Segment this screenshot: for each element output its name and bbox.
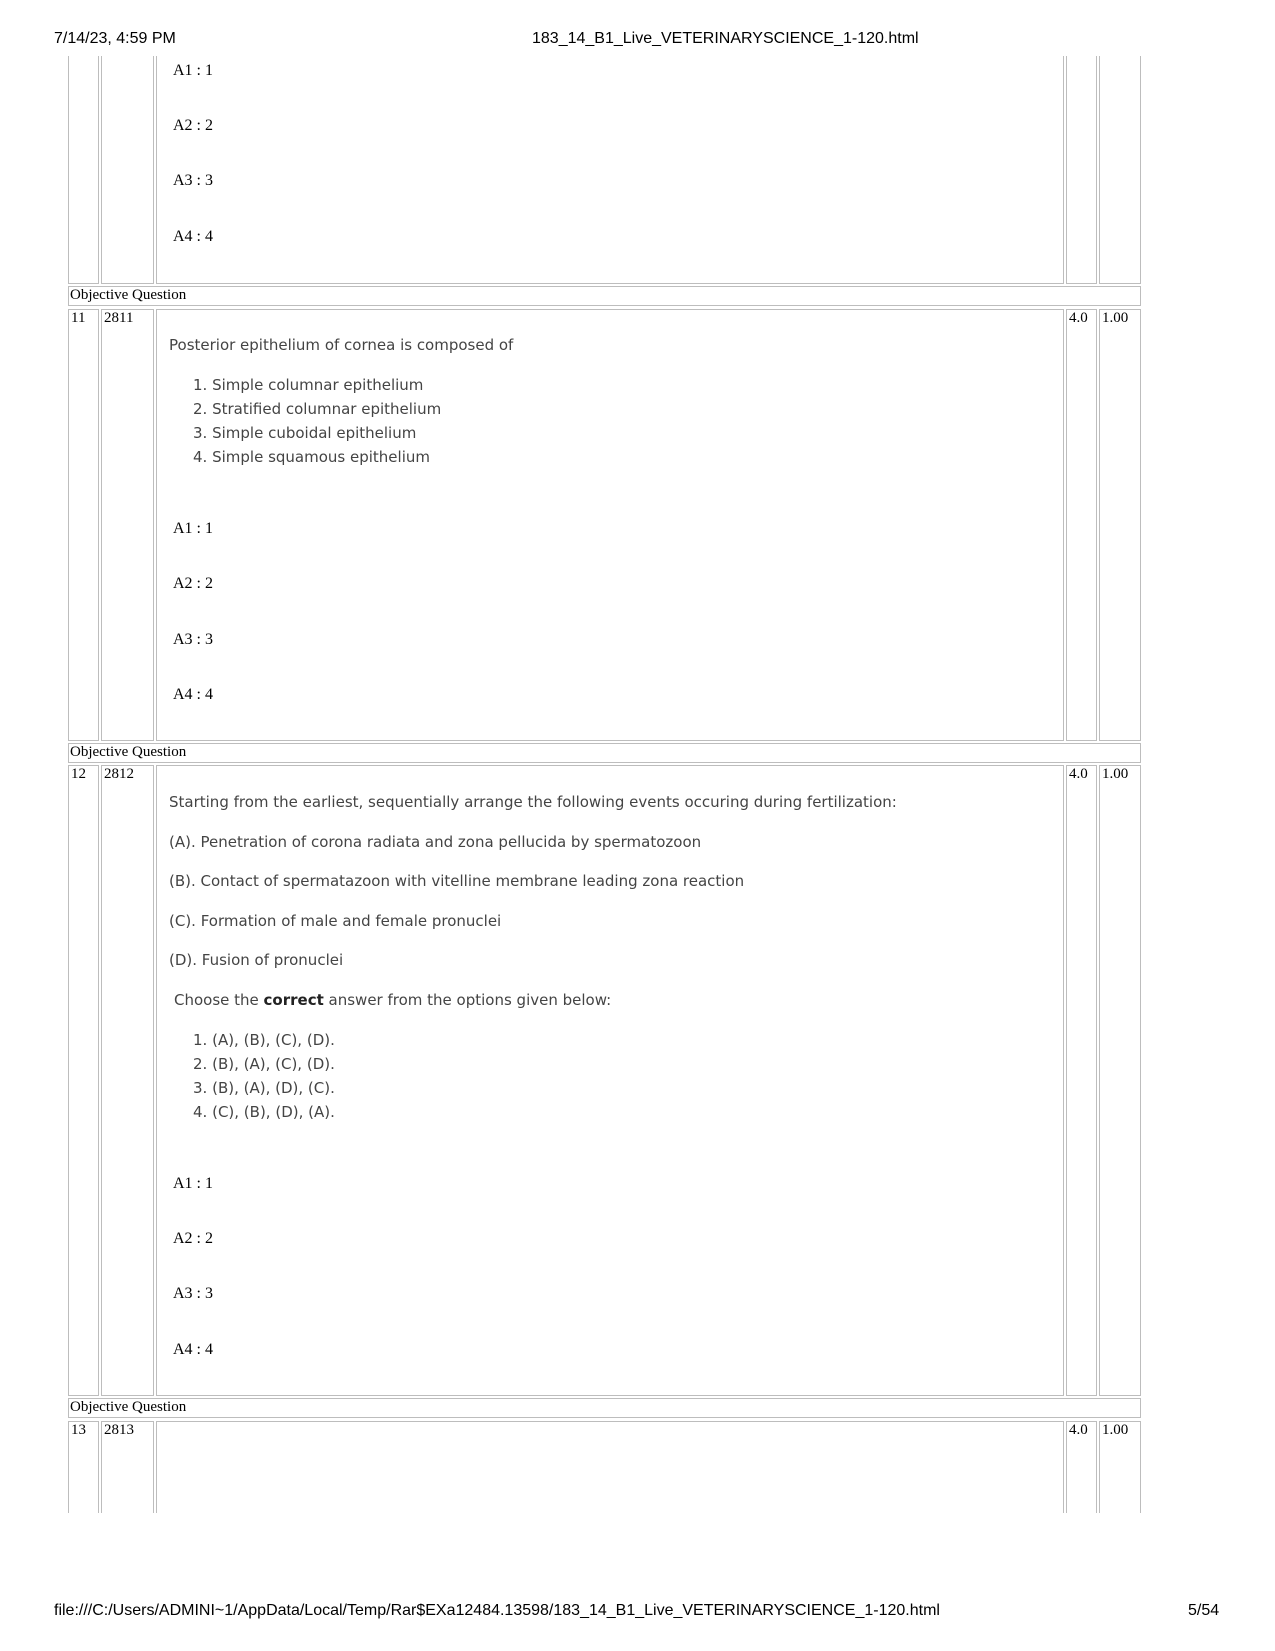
question-text: Posterior epithelium of cornea is composed of (169, 336, 514, 354)
answer-option: A4 : 4 (173, 228, 213, 245)
statement-c: (C). Formation of male and female pronuclei (169, 912, 502, 930)
answer-option: A3 : 3 (173, 172, 213, 189)
marks-cell (1066, 765, 1097, 1396)
answer-option: A1 : 1 (173, 62, 213, 79)
question-cell (156, 56, 1064, 284)
statement-a: (A). Penetration of corona radiata and zona pellucida by spermatozoon (169, 833, 702, 851)
answer-option: A1 : 1 (173, 520, 213, 537)
marks-cell (1066, 56, 1097, 284)
section-label-row (68, 286, 1141, 306)
id-cell (101, 1421, 154, 1513)
serial-number: 11 (71, 310, 86, 326)
serial-cell (68, 765, 99, 1396)
negative-marks-value: 1.00 (1102, 310, 1129, 326)
answer-option: A2 : 2 (173, 117, 213, 134)
marks-value: 4.0 (1069, 310, 1088, 326)
negative-cell (1099, 765, 1141, 1396)
statement-d: (D). Fusion of pronuclei (169, 951, 344, 969)
document-title: 183_14_B1_Live_VETERINARYSCIENCE_1-120.html (532, 30, 919, 47)
page-number: 5/54 (1188, 1602, 1220, 1619)
negative-marks-value: 1.00 (1102, 766, 1129, 782)
option-item: 4. Simple squamous epithelium (193, 448, 430, 466)
negative-cell (1099, 1421, 1141, 1513)
question-text: Starting from the earliest, sequentially arrange the following events occuring during fertilization: (169, 793, 897, 811)
question-id: 2812 (104, 766, 134, 782)
negative-cell (1099, 309, 1141, 741)
answer-option: A2 : 2 (173, 575, 213, 592)
section-label-row (68, 1398, 1141, 1418)
file-path: file:///C:/Users/ADMINI~1/AppData/Local/Temp/Rar$EXa12484.13598/183_14_B1_Live_VETERINARYSCIENCE_1-120.html (54, 1602, 940, 1619)
print-header (0, 30, 1275, 52)
answer-option: A2 : 2 (173, 1230, 213, 1247)
section-label: Objective Question (70, 287, 187, 303)
marks-value: 4.0 (1069, 1422, 1088, 1438)
id-cell (101, 765, 154, 1396)
answer-option: A3 : 3 (173, 1285, 213, 1302)
serial-cell (68, 1421, 99, 1513)
option-item: 1. Simple columnar epithelium (193, 376, 424, 394)
option-item: 4. (C), (B), (D), (A). (193, 1103, 335, 1121)
serial-cell (68, 309, 99, 741)
option-item: 2. Stratified columnar epithelium (193, 400, 442, 418)
answer-option: A3 : 3 (173, 631, 213, 648)
marks-cell (1066, 1421, 1097, 1513)
answer-option: A4 : 4 (173, 686, 213, 703)
print-footer (0, 1602, 1275, 1624)
marks-value: 4.0 (1069, 766, 1088, 782)
question-id: 2811 (104, 310, 134, 326)
question-id: 2813 (104, 1422, 134, 1438)
option-item: 2. (B), (A), (C), (D). (193, 1055, 335, 1073)
choose-instruction: Choose the correct answer from the options given below: (174, 991, 612, 1009)
id-cell (101, 56, 154, 284)
marks-cell (1066, 309, 1097, 741)
print-datetime: 7/14/23, 4:59 PM (54, 30, 176, 47)
option-item: 3. (B), (A), (D), (C). (193, 1079, 335, 1097)
question-cell (156, 309, 1064, 741)
section-label-row (68, 743, 1141, 763)
option-item: 3. Simple cuboidal epithelium (193, 424, 417, 442)
option-item: 1. (A), (B), (C), (D). (193, 1031, 335, 1049)
id-cell (101, 309, 154, 741)
serial-cell (68, 56, 99, 284)
negative-cell (1099, 56, 1141, 284)
serial-number: 12 (71, 766, 86, 782)
question-cell (156, 1421, 1064, 1513)
serial-number: 13 (71, 1422, 86, 1438)
section-label: Objective Question (70, 744, 187, 760)
negative-marks-value: 1.00 (1102, 1422, 1129, 1438)
statement-b: (B). Contact of spermatazoon with vitelline membrane leading zona reaction (169, 872, 745, 890)
section-label: Objective Question (70, 1399, 187, 1415)
answer-option: A1 : 1 (173, 1175, 213, 1192)
answer-option: A4 : 4 (173, 1341, 213, 1358)
